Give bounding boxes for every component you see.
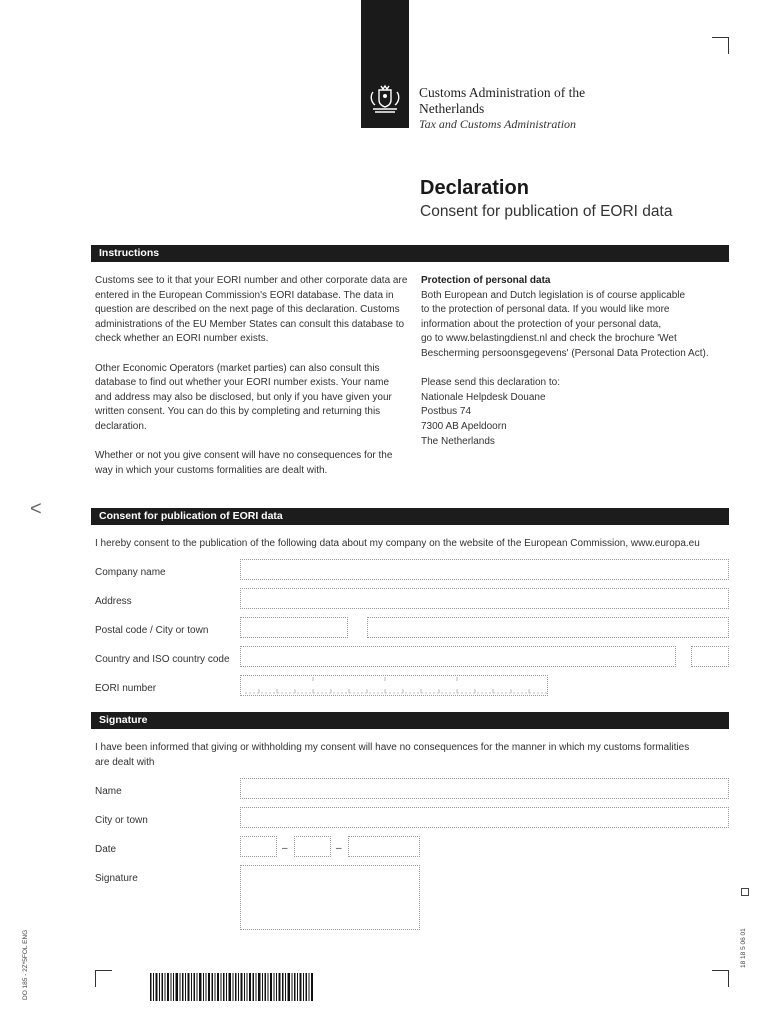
organization-subname: Tax and Customs Administration: [419, 117, 577, 131]
organization-name: Customs Administration of the Netherlands: [419, 85, 586, 116]
crop-mark-bottom-right: [712, 970, 729, 987]
coat-of-arms-icon: [365, 78, 405, 118]
eori-label: EORI number: [95, 683, 157, 694]
date-separator: –: [336, 843, 342, 854]
eori-character-ticks: [241, 676, 547, 695]
checkbox-marker: [741, 888, 749, 896]
date-separator: –: [282, 843, 288, 854]
city-town-label: City or town: [95, 815, 148, 826]
instructions-p1: Customs see to it that your EORI number and other corporate data are entered in the European Commission's EORI database. The data in question are described on the next page of this declaration. Customs administrations of the EU Member States can consult this database to check whether an EORI number exists.: [95, 275, 408, 345]
crop-mark-bottom-left: [95, 970, 112, 987]
signature-city-field[interactable]: [240, 807, 729, 828]
fold-mark: <: [30, 498, 42, 520]
instructions-left: [95, 274, 415, 478]
instructions-right: [421, 274, 726, 449]
iso-country-code-field[interactable]: [691, 646, 729, 667]
instructions-heading: Instructions: [91, 245, 729, 262]
barcode: [150, 973, 314, 1001]
form-code: DO 185 - 2Z*5FOL ENG: [22, 929, 29, 1000]
send-to-address: Please send this declaration to: Nationale Helpdesk Douane Postbus 74 7300 AB Apeldoorn The Netherlands: [421, 377, 560, 447]
city-field[interactable]: [367, 617, 729, 638]
page-subtitle: Consent for publication of EORI data: [420, 203, 673, 220]
signature-field[interactable]: [240, 865, 420, 930]
privacy-section: Protection of personal data Both European and Dutch legislation is of course applicable to the protection of personal data. If you would like more information about the protection of your personal data, go to www.belastingdienst.nl and check the brochure 'Wet Bescherming persoonsgegevens' (Personal Data Protection Act).: [421, 275, 709, 359]
company-name-field[interactable]: [240, 559, 729, 580]
date-day-field[interactable]: [240, 836, 277, 857]
postal-code-field[interactable]: [240, 617, 348, 638]
signature-intro: I have been informed that giving or withholding my consent will have no consequences for the manner in which my customs formalities are dealt with: [95, 742, 690, 768]
instructions-p2: Other Economic Operators (market parties) can also consult this database to find out whether your EORI number exists. Your name and address may also be disclosed, but only if you have given your written consent. You can do this by completing and returning this declaration.: [95, 362, 392, 432]
instructions-p3: Whether or not you give consent will have no consequences for the way in which your customs formalities are dealt with.: [95, 450, 393, 476]
date-year-field[interactable]: [348, 836, 420, 857]
logo: [361, 0, 409, 128]
signature-heading: Signature: [91, 712, 729, 729]
postal-city-label: Postal code / City or town: [95, 625, 209, 636]
name-label: Name: [95, 786, 122, 797]
company-name-label: Company name: [95, 567, 166, 578]
country-field[interactable]: [240, 646, 676, 667]
crop-mark-top-right: [712, 37, 729, 54]
signature-label: Signature: [95, 873, 138, 884]
address-field[interactable]: [240, 588, 729, 609]
eori-number-field[interactable]: [240, 675, 548, 696]
privacy-heading: Protection of personal data: [421, 275, 551, 286]
country-label: Country and ISO country code: [95, 654, 230, 665]
date-month-field[interactable]: [294, 836, 331, 857]
consent-intro: I hereby consent to the publication of the following data about my company on the website of the European Commission, www.europa.eu: [95, 538, 700, 549]
consent-heading: Consent for publication of EORI data: [91, 508, 729, 525]
form-version: 18 18 5 06 01: [740, 928, 747, 968]
address-label: Address: [95, 596, 132, 607]
page-title: Declaration: [420, 177, 529, 199]
name-field[interactable]: [240, 778, 729, 799]
date-label: Date: [95, 844, 117, 855]
